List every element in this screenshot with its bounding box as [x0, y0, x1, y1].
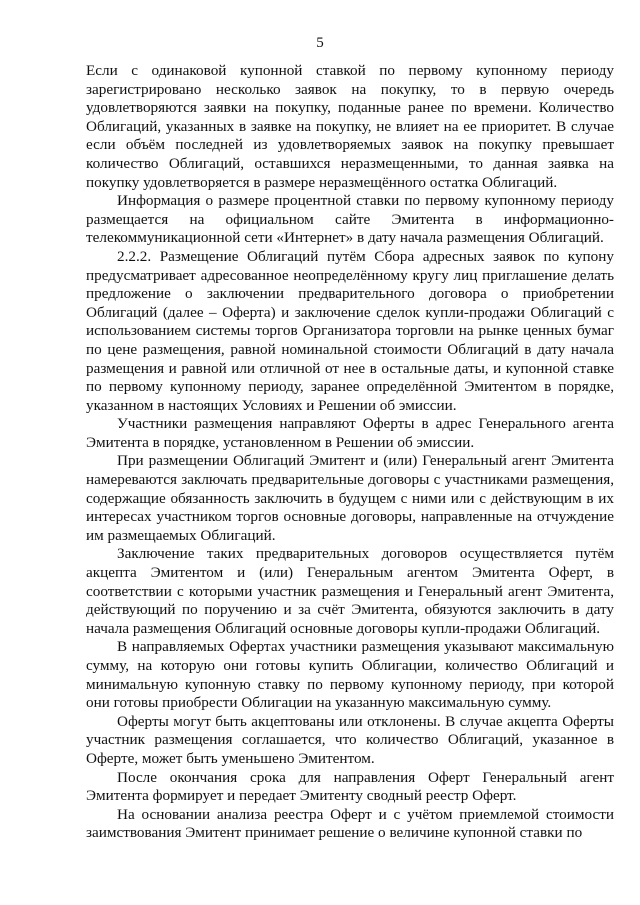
paragraph-orders-priority: Если с одинаковой купонной ставкой по первому купонному периоду зарегистрировано несколько заявок на покупку, то в первую очередь удовлетворяются заявки на покупку, поданные ранее по времени. Количество Облигаций, указанных в заявке на покупку, не влияет на ее приоритет. В случае если объём последней из удовлетворяемых заявок на покупку превышает количество Облигаций, оставшихся неразмещенными, то данная заявка на покупку удовлетворяется в размере неразмещённого остатка Облигаций.	[86, 62, 614, 191]
body-text	[86, 62, 614, 843]
paragraph-rate-publication: Информация о размере процентной ставки по первому купонному периоду размещается на официальном сайте Эмитента в информационно-телекоммуникационной сети «Интернет» в дату начала размещения Облигаций.	[86, 192, 614, 247]
paragraph-participants-send-offers: Участники размещения направляют Оферты в адрес Генерального агента Эмитента в порядке, установленном в Решении об эмиссии.	[86, 415, 614, 451]
paragraph-offer-contents: В направляемых Офертах участники размещения указывают максимальную сумму, на которую они готовы купить Облигации, количество Облигаций и минимальную купонную ставку по первому купонному периоду, при которой они готовы приобрести Облигации на указанную максимальную сумму.	[86, 638, 614, 712]
paragraph-acceptance: Заключение таких предварительных договоров осуществляется путём акцепта Эмитентом и (или) Генеральным агентом Эмитента Оферт, в соответствии с которыми участник размещения и Генеральный агент Эмитента, действующий по поручению и за счёт Эмитента, обязуются заключить в дату начала размещения Облигаций основные договоры купли-продажи Облигаций.	[86, 545, 614, 637]
paragraph-preliminary-agreements: При размещении Облигаций Эмитент и (или) Генеральный агент Эмитента намереваются заключать предварительные договоры с участниками размещения, содержащие обязанность заключить в будущем с ними или с действующим в их интересах участником торгов основные договоры, направленные на отчуждение им размещаемых Облигаций.	[86, 452, 614, 544]
paragraph-offer-accept-reject: Оферты могут быть акцептованы или отклонены. В случае акцепта Оферты участник размещения соглашается, что количество Облигаций, указанное в Оферте, может быть уменьшено Эмитентом.	[86, 712, 614, 767]
paragraph-section-2-2-2: 2.2.2. Размещение Облигаций путём Сбора адресных заявок по купону предусматривает адресованное неопределённому кругу лиц приглашение делать предложение о заключении предварительного договора о приобретении Облигаций (далее – Оферта) и заключение сделок купли-продажи Облигаций с использованием системы торгов Организатора торговли на рынке ценных бумаг по цене размещения, равной номинальной стоимости Облигаций в дату начала размещения и равной или отличной от нее в остальные даты, и купонной ставке по первому купонному периоду, заранее определённой Эмитентом в порядке, указанном в настоящих Условиях и Решении об эмиссии.	[86, 247, 614, 414]
paragraph-offer-register: После окончания срока для направления Оферт Генеральный агент Эмитента формирует и передает Эмитенту сводный реестр Оферт.	[86, 768, 614, 805]
page-number: 5	[316, 35, 324, 51]
paragraph-coupon-decision: На основании анализа реестра Оферт и с учётом приемлемой стоимости заимствования Эмитент принимает решение о величине купонной ставки по	[86, 805, 614, 842]
